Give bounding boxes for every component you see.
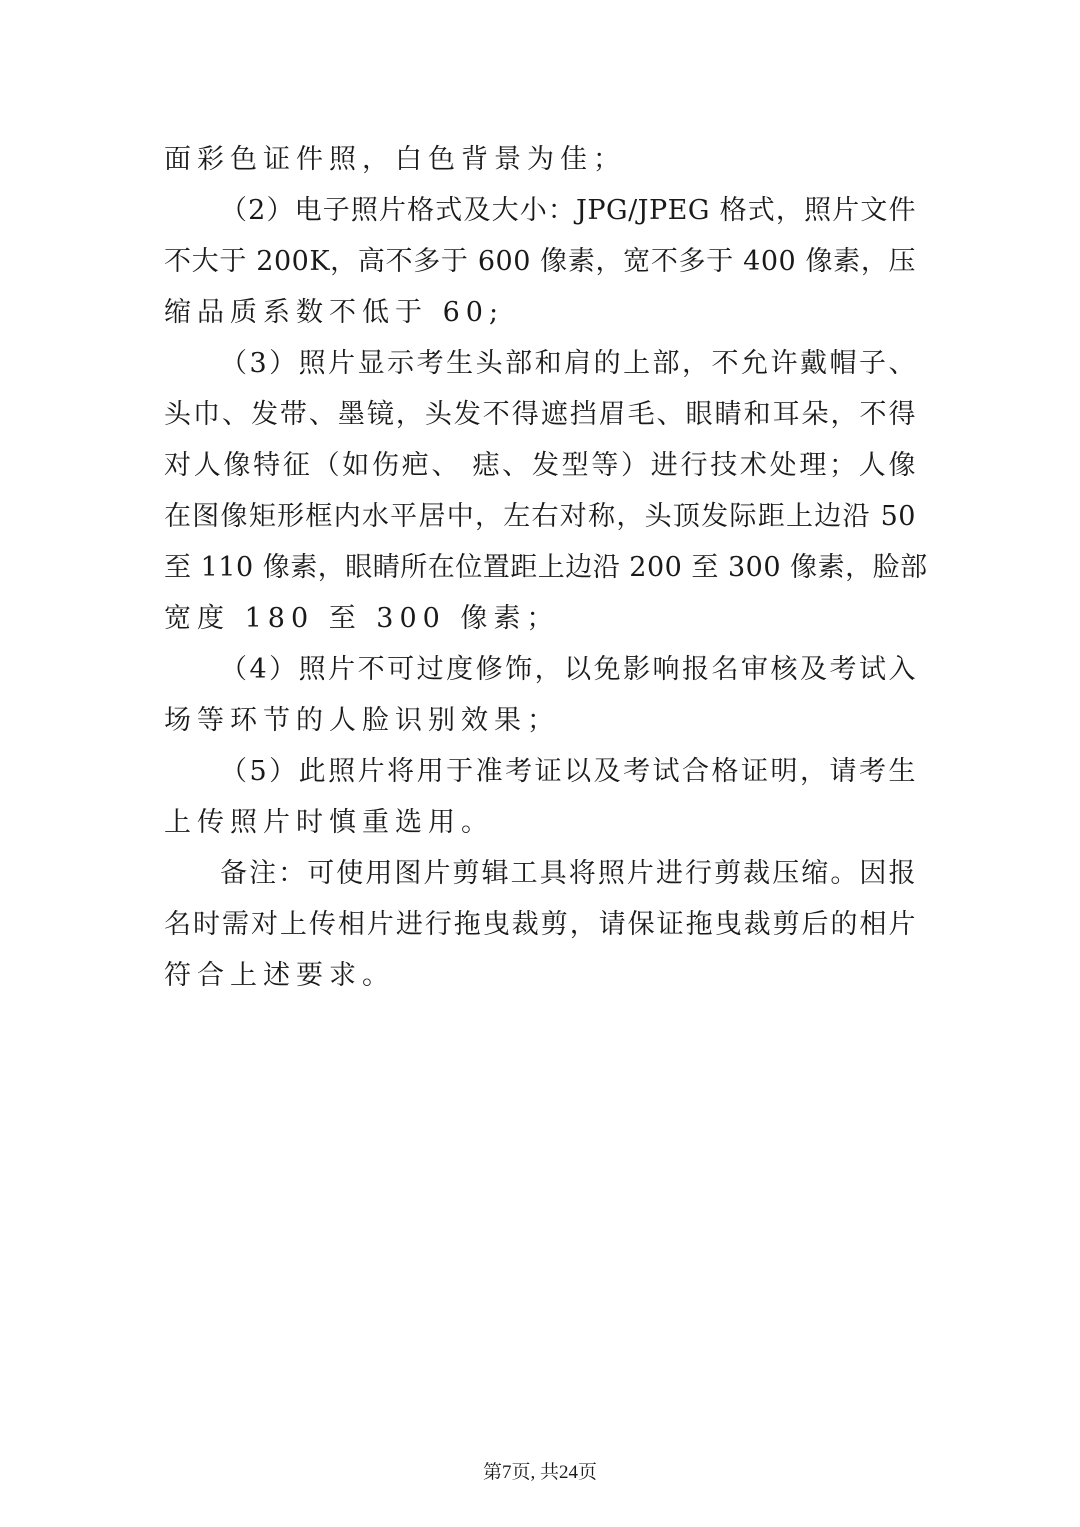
text-line: 名时需对上传相片进行拖曳裁剪，请保证拖曳裁剪后的相片 bbox=[164, 909, 916, 940]
document-body bbox=[164, 134, 928, 1001]
text-line: 在图像矩形框内水平居中，左右对称，头顶发际距上边沿 50 bbox=[164, 501, 916, 532]
text-line: 面彩色证件照，白色背景为佳； bbox=[164, 144, 626, 175]
text-line: 对人像特征（如伤疤、 痣、发型等）进行技术处理；人像 bbox=[164, 450, 916, 481]
text-line: （5）此照片将用于准考证以及考试合格证明，请考生 bbox=[220, 756, 916, 787]
text-line: 头巾、发带、墨镜，头发不得遮挡眉毛、眼睛和耳朵，不得 bbox=[164, 399, 916, 430]
text-line: 至 110 像素，眼睛所在位置距上边沿 200 至 300 像素，脸部 bbox=[164, 552, 928, 583]
text-line: 符合上述要求。 bbox=[164, 960, 395, 991]
text-line: 上传照片时慎重选用。 bbox=[164, 807, 494, 838]
text-line: （3）照片显示考生头部和肩的上部，不允许戴帽子、 bbox=[220, 348, 916, 379]
text-line: 缩品质系数不低于 60; bbox=[164, 297, 505, 328]
text-line: 不大于 200K，高不多于 600 像素，宽不多于 400 像素，压 bbox=[164, 246, 916, 277]
text-line: 场等环节的人脸识别效果； bbox=[164, 705, 560, 736]
text-line: 备注：可使用图片剪辑工具将照片进行剪裁压缩。因报 bbox=[220, 858, 916, 889]
text-line: （2）电子照片格式及大小：JPG/JPEG 格式，照片文件 bbox=[220, 195, 916, 226]
text-line: （4）照片不可过度修饰，以免影响报名审核及考试入 bbox=[220, 654, 916, 685]
text-line: 宽度 180 至 300 像素； bbox=[164, 603, 560, 634]
page-number-footer: 第7页, 共24页 bbox=[482, 1462, 597, 1483]
